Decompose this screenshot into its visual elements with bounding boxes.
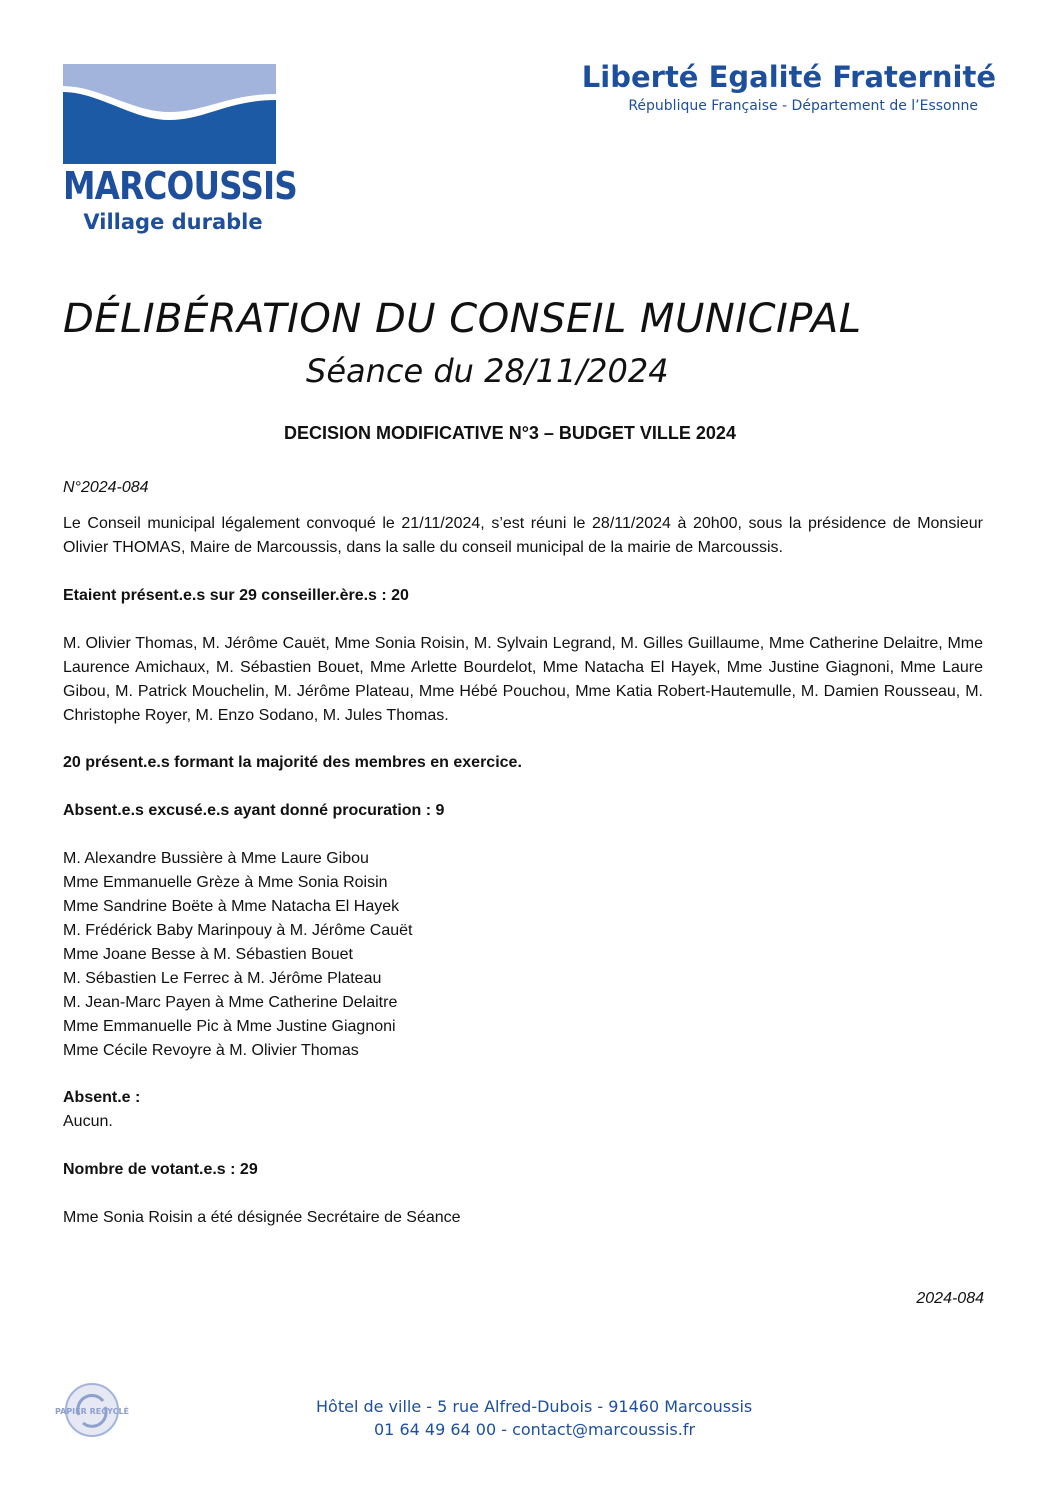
footer-reference: 2024-084 [916,1290,984,1307]
absent-label: Absent.e : [63,1089,141,1106]
intro-paragraph: Le Conseil municipal légalement convoqué le 21/11/2024, s’est réuni le 28/11/2024 à 20h00, sous la présidence de Monsieur Olivier THOMAS, Maire de Marcoussis, dans la salle du conseil municipal de la mairie de Marcoussis. [63,515,983,556]
proxy-item: M. Alexandre Bussière à Mme Laure Gibou [63,850,369,867]
proxy-item: M. Jean-Marc Payen à Mme Catherine Delaitre [63,994,398,1011]
motto-subtitle: République Française - Département de l’Essonne [628,98,978,114]
secretary-statement: Mme Sonia Roisin a été désignée Secrétaire de Séance [63,1209,461,1226]
session-date: Séance du 28/11/2024 [306,352,669,390]
proxy-item: Mme Emmanuelle Grèze à Mme Sonia Roisin [63,874,388,891]
present-label: Etaient présent.e.s sur 29 conseiller.ère.s : 20 [63,587,409,604]
footer-contact: 01 64 49 64 00 - contact@marcoussis.fr [374,1420,696,1439]
proxy-item: Mme Cécile Revoyre à M. Olivier Thomas [63,1042,359,1059]
voters-count: Nombre de votant.e.s : 29 [63,1161,258,1178]
footer-address: Hôtel de ville - 5 rue Alfred-Dubois - 91460 Marcoussis [316,1397,753,1416]
present-list: M. Olivier Thomas, M. Jérôme Cauët, Mme Sonia Roisin, M. Sylvain Legrand, M. Gilles Guillaume, Mme Catherine Delaitre, Mme Laurence Amichaux, M. Sébastien Bouet, Mme Arlette Bourdelot, Mme Natacha El Hayek, Mme Justine Giagnoni, Mme Laure Gibou, M. Patrick Mouchelin, M. Jérôme Plateau, Mme Hébé Pouchou, Mme Katia Robert-Hautemulle, M. Damien Rousseau, M. Christophe Royer, M. Enzo Sodano, M. Jules Thomas. [63,635,983,724]
motto-title: Liberté Egalité Fraternité [581,60,996,94]
logo-wave-icon [63,64,276,164]
marcoussis-logo [63,64,297,240]
logo-tagline: Village durable [83,210,263,234]
majority-statement: 20 présent.e.s formant la majorité des membres en exercice. [63,754,522,771]
absent-value: Aucun. [63,1113,113,1130]
recycle-text: PAPIER RECYCLÉ [54,1407,130,1416]
proxy-item: M. Sébastien Le Ferrec à M. Jérôme Plateau [63,970,382,987]
proxy-item: M. Frédérick Baby Marinpouy à M. Jérôme Cauët [63,922,413,939]
proxy-item: Mme Joane Besse à M. Sébastien Bouet [63,946,353,963]
proxy-item: Mme Sandrine Boëte à Mme Natacha El Hayek [63,898,400,915]
proxy-list [63,847,412,1063]
logo-name: MARCOUSSIS [63,164,297,208]
recycled-paper-icon [54,1381,130,1439]
proxy-item: Mme Emmanuelle Pic à Mme Justine Giagnoni [63,1018,396,1035]
proxy-label: Absent.e.s excusé.e.s ayant donné procuration : 9 [63,802,445,819]
document-title: DÉLIBÉRATION DU CONSEIL MUNICIPAL [63,296,862,342]
deliberation-subject: DECISION MODIFICATIVE N°3 – BUDGET VILLE 2024 [284,423,736,443]
deliberation-number: N°2024-084 [63,479,149,496]
republic-motto [536,60,996,114]
